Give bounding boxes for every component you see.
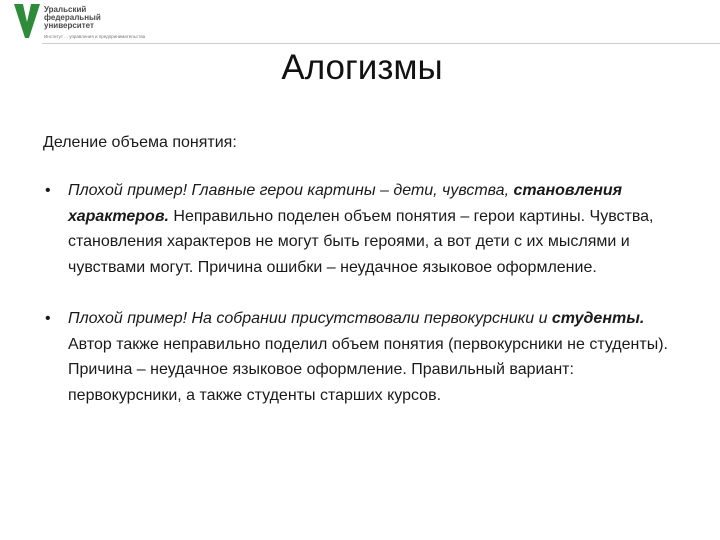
university-logo [14,4,174,44]
slide-title: Алогизмы [281,48,443,87]
bullet-bold-text: студенты. [551,310,645,327]
urfu-logo-icon [14,4,40,40]
bullet-body-text: Неправильно поделен объем понятия – герои картины. Чувства, становления характеров не могут быть героями, а вот дети с их мыслями и чувствами могут. Причина ошибки – неудачное языковое оформление. [68,207,654,276]
bullet-item [43,306,683,408]
bullet-list [43,178,683,434]
lead-text: Деление объема понятия: [43,134,237,151]
logo-text: Уральский федеральный университет [44,5,101,30]
bullet-italic-text: Плохой пример! Главные герои картины – дети, чувства, [68,182,514,199]
header-divider [42,43,720,44]
bullet-bold-text: становления характеров. [68,182,623,225]
bullet-item [43,178,683,280]
bullet-marker: • [45,182,51,199]
bullet-italic-text: Плохой пример! На собрании присутствовали первокурсники и [68,310,552,327]
bullet-marker: • [45,310,51,327]
logo-subtitle: Институт ... управления и предпринимательства [44,34,146,39]
bullet-body-text: Автор также неправильно поделил объем понятия (первокурсники не студенты). Причина – неудачное языковое оформление. Правильный вариант: первокурсники, а также студенты старших курсов. [68,335,668,404]
